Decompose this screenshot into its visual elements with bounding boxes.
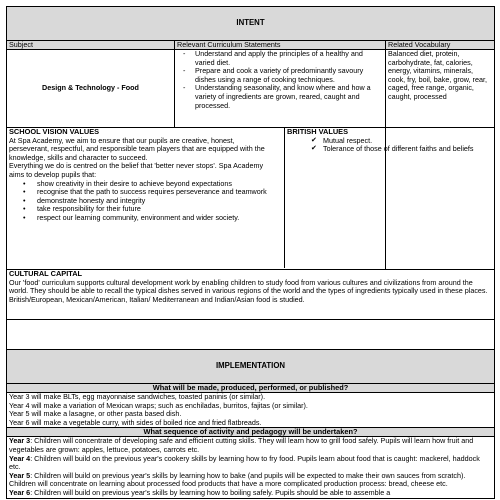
curriculum-item: - Understanding seasonality, and know where and how a variety of ingredients are grown, reared, caught and processed. bbox=[195, 84, 383, 110]
curriculum-column-header: Relevant Curriculum Statements bbox=[175, 41, 386, 50]
vocabulary-column-header: Related Vocabulary bbox=[386, 41, 495, 50]
british-value-item: ✔ Mutual respect. bbox=[323, 137, 492, 146]
made-cell bbox=[7, 393, 495, 428]
subject-cell: Design & Technology - Food bbox=[7, 50, 175, 128]
vocabulary-cell: Balanced diet, protein, carbohydrate, fat, calories, energy, vitamins, minerals, cook, fry, boil, bake, grow, rear, caged, free range, organic, caught, processed bbox=[386, 50, 495, 128]
intent-heading: INTENT bbox=[7, 7, 495, 41]
sequence-item bbox=[9, 489, 492, 498]
british-values-list bbox=[287, 137, 492, 154]
made-item: Year 3 will make BLTs, egg mayonnaise sandwiches, toasted paninis (or similar). bbox=[9, 392, 266, 401]
british-values-cell bbox=[287, 127, 495, 270]
sequence-item bbox=[9, 455, 492, 472]
curriculum-list bbox=[177, 50, 383, 110]
curriculum-cell bbox=[175, 50, 386, 128]
implementation-heading: IMPLEMENTATION bbox=[7, 350, 495, 384]
sequence-question: What sequence of activity and pedagogy will be undertaken? bbox=[7, 428, 495, 437]
sequence-text: : Children will build on previous year's skills by learning how to boiling safely. Pupils should be able to assemble a bbox=[30, 487, 391, 497]
sequence-cell bbox=[7, 437, 495, 498]
sequence-year: Year 4 bbox=[9, 453, 31, 463]
curriculum-item: - Prepare and cook a variety of predominantly savoury dishes using a range of cooking techniques. bbox=[195, 67, 383, 84]
curriculum-item: - Understand and apply the principles of a healthy and varied diet. bbox=[195, 50, 383, 67]
vision-item: • respect our learning community, environment and wider society. bbox=[37, 214, 271, 223]
subject-column-header: Subject bbox=[7, 41, 175, 50]
cultural-capital-text: Our 'food' curriculum supports cultural development work by enabling children to study food from various cultures and civilizations from around the world. They should be able to recall the typical dishes served in various regions of the world and the types of ingredients typically used in these places. British/European, Mexican/American, Italian/ Mediterranean and Indian/Asian food is studied. bbox=[9, 277, 488, 304]
british-values-title: BRITISH VALUES bbox=[287, 127, 349, 136]
vision-item: • demonstrate honesty and integrity bbox=[37, 197, 271, 206]
sequence-year: Year 5 bbox=[9, 470, 31, 480]
cultural-capital-cell bbox=[7, 270, 495, 320]
sequence-item bbox=[9, 472, 492, 489]
sequence-text: : Children will concentrate of developing safe and efficient cutting skills. They will learn how to grill food safely. Pupils will learn how fruit and vegetables are grown: apples, lettuce, potatoes, carrots etc. bbox=[9, 436, 474, 454]
sequence-text: : Children will build on previous year's skills by learning how to bake (and pupils will be expected to make their own sauces from scratch). Children will concentrate on learning about processed food products that have a more complicated production process: bread, cheese etc. bbox=[9, 470, 466, 489]
sequence-year: Year 6 bbox=[9, 487, 31, 497]
british-value-item: ✔ Tolerance of those of different faiths and beliefs bbox=[323, 145, 492, 154]
sequence-item bbox=[9, 437, 492, 454]
sequence-text: : Children will build on the previous year's cookery skills by learning how to fry food. Pupils learn about food that is caught: mackerel, haddock etc. bbox=[9, 453, 480, 472]
school-vision-list bbox=[9, 180, 271, 223]
school-vision-intro: At Spa Academy, we aim to ensure that our pupils are creative, honest, perseverant, respectful, and responsible team players that are equipped with the knowledge, skills and character to succeed. bbox=[9, 135, 265, 162]
vision-item: • recognise that the path to success requires perseverance and teamwork bbox=[37, 188, 271, 197]
school-vision-belief: Everything we do is centred on the belief that 'better never stops'. Spa Academy aims to develop pupils that: bbox=[9, 161, 264, 179]
made-question: What will be made, produced, performed, or published? bbox=[7, 384, 495, 393]
made-item: Year 6 will make a vegetable curry, with sides of boiled rice and fried flatbreads. bbox=[9, 417, 262, 427]
made-item: Year 4 will make a variation of Mexican wraps; such as enchiladas, burritos, fajitas (or similar). bbox=[9, 400, 308, 410]
vision-item: • show creativity in their desire to achieve beyond expectations bbox=[37, 180, 271, 189]
vision-item: • take responsibility for their future bbox=[37, 205, 271, 214]
cultural-capital-title: CULTURAL CAPITAL bbox=[9, 269, 83, 278]
sequence-year: Year 3 bbox=[9, 436, 31, 446]
school-vision-title: SCHOOL VISION VALUES bbox=[9, 127, 100, 136]
curriculum-table bbox=[6, 6, 495, 499]
made-item: Year 5 will make a lasagne, or other pasta based dish. bbox=[9, 409, 182, 419]
